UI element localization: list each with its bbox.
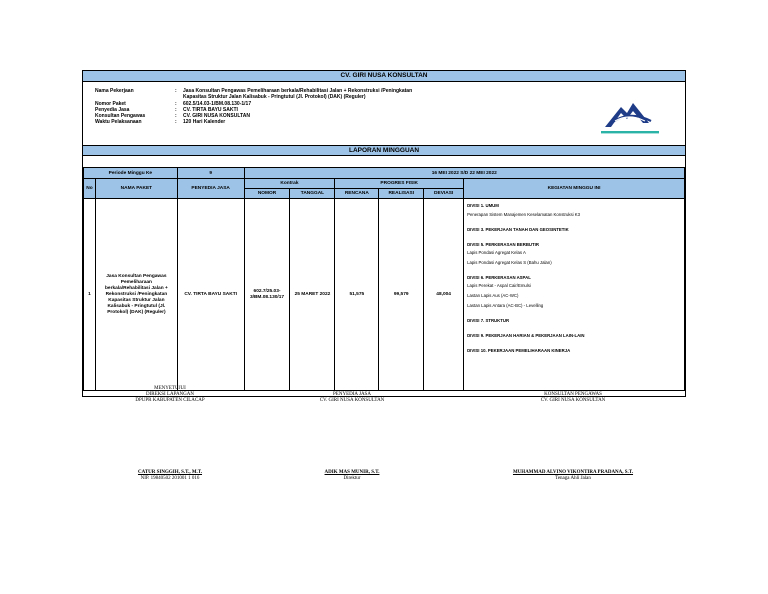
row-tanggal: 25 MARET 2022 — [290, 199, 335, 391]
info-row: Penyedia Jasa : CV. TIRTA BAYU SAKTI — [95, 107, 483, 113]
info-value: 120 Hari Kalender — [183, 119, 226, 126]
info-label: Waktu Pelaksanaan — [95, 119, 142, 126]
report-sheet — [82, 70, 686, 397]
activity-division: DIVISI 7. STRUKTUR — [467, 318, 510, 323]
signature-role: KONSULTAN PENGAWAS — [544, 392, 602, 397]
signature-org: DPUPR KABUPATEN CILACAP — [135, 398, 205, 403]
info-value: 602.5/14.03-1/BM.08.130-1/17 — [183, 100, 252, 107]
info-row: Nama Pekerjaan : Jasa Konsultan Pengawas Pemeliharaan berkala/Rehabilitasi Jalan + Rekonstruksi /Peningkatan — [95, 88, 483, 94]
signature-nip: NIP. 19840502 201001 1 016 — [140, 476, 200, 481]
period-range: 16 MEI 2022 S/D 22 MEI 2022 — [244, 168, 684, 179]
col-nama-paket: NAMA PAKET — [95, 179, 177, 199]
activity-item: Lapis Pondasi Agregat Kelas A — [467, 250, 526, 255]
row-rencana: 51,575 — [335, 199, 379, 391]
activity-item: Penerapan Sistem Manajemen Keselamatan Konstruksi K3 — [467, 212, 581, 217]
signature-org: CV. GIRI NUSA KONSULTAN — [540, 398, 606, 403]
period-week: 9 — [177, 168, 244, 179]
col-kegiatan: KEGIATAN MINGGU INI — [464, 179, 685, 199]
activity-item: Lastan Lapis Antara (AC-BC) - Levelling — [467, 303, 544, 308]
activity-list — [464, 199, 685, 391]
signature-right — [488, 392, 658, 482]
activity-item: Lastan Lapis Aus (AC-WC) — [467, 293, 519, 298]
report-title: LAPORAN MINGGUAN — [83, 145, 685, 156]
activity-division: DIVISI 10. PEKERJAAN PEMELIHARAAN KINERJA — [467, 348, 571, 353]
col-tanggal: TANGGAL — [290, 189, 335, 199]
col-progres: PROGRES FISIK — [335, 179, 464, 189]
activity-division: DIVISI 5. PERKERASAN BERBUTIR — [467, 242, 539, 247]
row-deviasi: 48,004 — [424, 199, 464, 391]
signature-name: ADIK MAS MUNIR, S.T. — [324, 470, 380, 475]
col-realisasi: REALISASI — [379, 189, 424, 199]
row-no: 1 — [84, 199, 96, 391]
signature-org: CV. GIRI NUSA KONSULTAN — [319, 398, 385, 403]
info-value: Jasa Konsultan Pengawas Pemeliharaan berkala/Rehabilitasi Jalan + Rekonstruksi /Peningkatan — [183, 88, 413, 94]
weekly-report-table — [83, 167, 685, 391]
info-label: Nama Pekerjaan — [95, 88, 134, 94]
info-row: Waktu Pelaksanaan : 120 Hari Kalender — [95, 119, 483, 125]
info-row: Nomor Paket : 602.5/14.03-1/BM.08.130-1/17 — [95, 101, 483, 107]
col-kontrak: Kontrak — [244, 179, 335, 189]
info-value: Kapasitas Struktur Jalan Kalisabuk - Pringtutul (Jl. Protokol) (DAK) (Reguler) — [183, 94, 366, 101]
signature-middle — [282, 392, 422, 482]
company-title: CV. GIRI NUSA KONSULTAN — [83, 71, 685, 82]
activity-division: DIVISI 6. PERKERASAN ASPAL — [467, 275, 531, 280]
info-label: Penyedia Jasa — [95, 106, 130, 113]
activity-item: Lapis Pondasi Agregat Kelas S (Bahu Jalan) — [467, 260, 552, 265]
activity-division: DIVISI 9. PEKERJAAN HARIAN & PEKERJAAN LAIN-LAIN — [467, 333, 585, 338]
signature-name: CATUR SINGGIH, S.T., M.T. — [137, 470, 203, 475]
signature-title: Direktur — [343, 476, 361, 481]
row-penyedia: CV. TIRTA BAYU SAKTI — [177, 199, 244, 391]
signature-left — [100, 386, 240, 482]
info-label: Konsultan Pengawas — [95, 113, 146, 120]
col-rencana: RENCANA — [335, 189, 379, 199]
company-logo — [599, 91, 661, 137]
signature-role: DIREKSI LAPANGAN — [145, 392, 194, 397]
row-nama-paket: Jasa Konsultan Pengawas Pemeliharaan berkala/Rehabilitasi Jalan + Rekonstruksi /Peningkatan Kapasitas Struktur Jalan Kalisabuk - Pringtutul (Jl. Protokol) (DAK) (Reguler) — [95, 199, 177, 391]
info-value: CV. TIRTA BAYU SAKTI — [183, 106, 238, 113]
info-label: Nomor Paket — [95, 100, 126, 107]
info-value: CV. GIRI NUSA KONSULTAN — [183, 113, 250, 120]
project-info — [95, 88, 483, 126]
activity-division: DIVISI 1. UMUM — [467, 203, 499, 208]
col-no: No — [84, 179, 96, 199]
col-deviasi: DEVIASI — [424, 189, 464, 199]
signature-role: PENYEDIA JASA — [333, 392, 371, 397]
col-nomor: NOMOR — [244, 189, 290, 199]
row-nomor: 602.7/25.03-3/BM.08.130/17 — [244, 199, 290, 391]
signature-name: MUHAMMAD ALVINO VIKONTIRA PRADANA, S.T. — [512, 470, 634, 475]
activity-item: Lapis Perekat - Aspal Cair/Emulsi — [467, 283, 531, 288]
period-label: Periode Minggu Ke — [84, 168, 178, 179]
info-row: Konsultan Pengawas : CV. GIRI NUSA KONSULTAN — [95, 113, 483, 119]
activity-division: DIVISI 3. PEKERJAAN TANAH DAN GEOSINTETIK — [467, 227, 569, 232]
signature-role: MENYETUJUI — [154, 386, 186, 391]
signature-title: Tenaga Ahli Jalan — [555, 476, 591, 481]
table-row — [84, 199, 685, 391]
col-penyedia: PENYEDIA JASA — [177, 179, 244, 199]
row-realisasi: 99,579 — [379, 199, 424, 391]
